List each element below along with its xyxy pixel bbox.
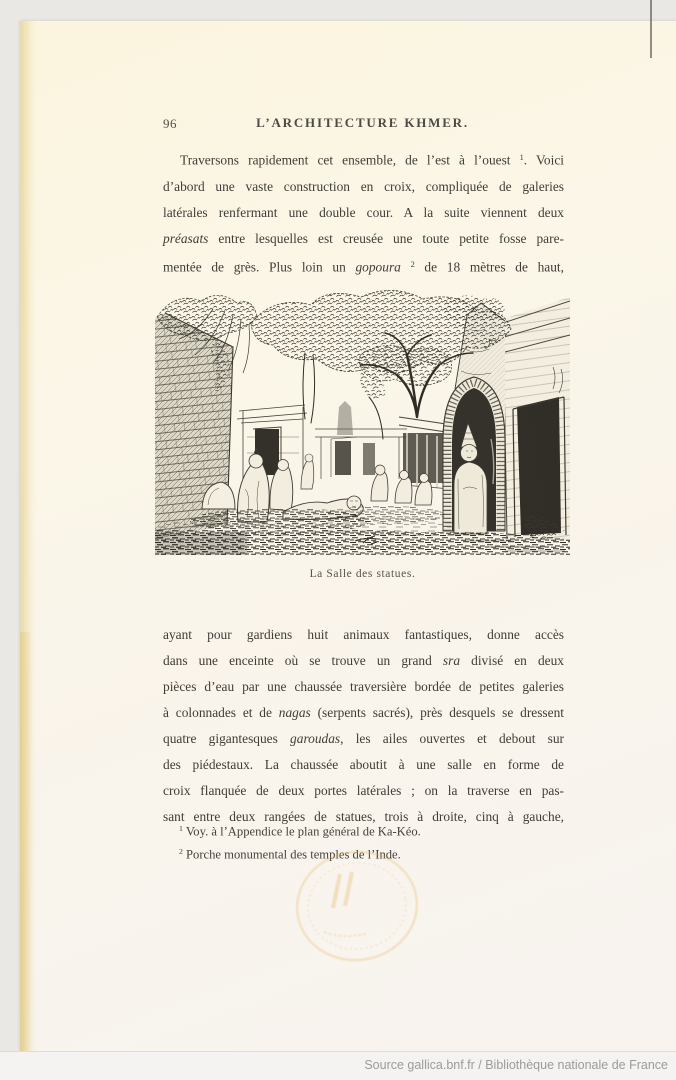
page-header	[163, 115, 562, 133]
text-line: latérales renfermant une double cour. A la suite viennent deux	[163, 204, 564, 220]
engraving-background-structures	[315, 401, 407, 479]
text-line: sant entre deux rangées de statues, trois à droite, cinq à gauche,	[163, 809, 564, 824]
text-line: d’abord une vaste construction en croix, compliquée de galeries	[163, 178, 564, 194]
salle-des-statues-engraving	[155, 289, 570, 555]
page-edge-shadow-bottom	[20, 632, 33, 1052]
text-line: dans une enceinte où se trouve un grand sra divisé en deux	[163, 653, 564, 668]
text-line: mentée de grès. Plus loin un gopoura $^2$ de 18 mètres de haut,	[163, 259, 564, 275]
engraving-arch-statue	[443, 377, 505, 534]
engraving-illustration	[155, 289, 570, 555]
text-line: pièces d’eau par une chaussée traversière bordée de petites galeries	[163, 679, 564, 694]
body-paragraph-1	[163, 145, 564, 280]
text-line: des piédestaux. La chaussée aboutit à une salle en forme de	[163, 757, 564, 772]
text-line: quatre gigantesques garoudas, les ailes ouvertes et debout sur	[163, 731, 564, 746]
text-line: ayant pour gardiens huit animaux fantastiques, donne accès	[163, 627, 564, 642]
illustration-caption: La Salle des statues.	[309, 568, 416, 580]
page-number: 96	[163, 116, 177, 131]
text-line: Traversons rapidement cet ensemble, de l’est à l’ouest $^1$. Voici	[180, 152, 565, 168]
text-line: à colonnades et de nagas (serpents sacrés), près desquels se dressent	[163, 705, 564, 720]
text-line: croix flanquée de deux portes latérales ; on la traverse en pas-	[163, 783, 564, 798]
text-line: $^1$ Voy. à l’Appendice le plan général de Ka-Kéo.	[179, 824, 421, 839]
body-paragraph-2	[163, 622, 564, 830]
source-attribution: Source gallica.bnf.fr / Bibliothèque nationale de France	[364, 1058, 668, 1072]
gallica-footer-bar	[0, 1051, 676, 1080]
scanned-book-page	[20, 21, 676, 1052]
text-line: $^2$ Porche monumental des temples de l’Inde.	[179, 846, 401, 862]
bnf-stamp-icon	[272, 844, 442, 974]
scan-edge-artifact	[650, 0, 652, 58]
text-line: préasats entre lesquelles est creusée une toute petite fosse pare-	[163, 230, 564, 246]
engraving-right-wall	[503, 297, 570, 541]
running-title: L’ARCHITECTURE KHMER.	[256, 115, 469, 130]
